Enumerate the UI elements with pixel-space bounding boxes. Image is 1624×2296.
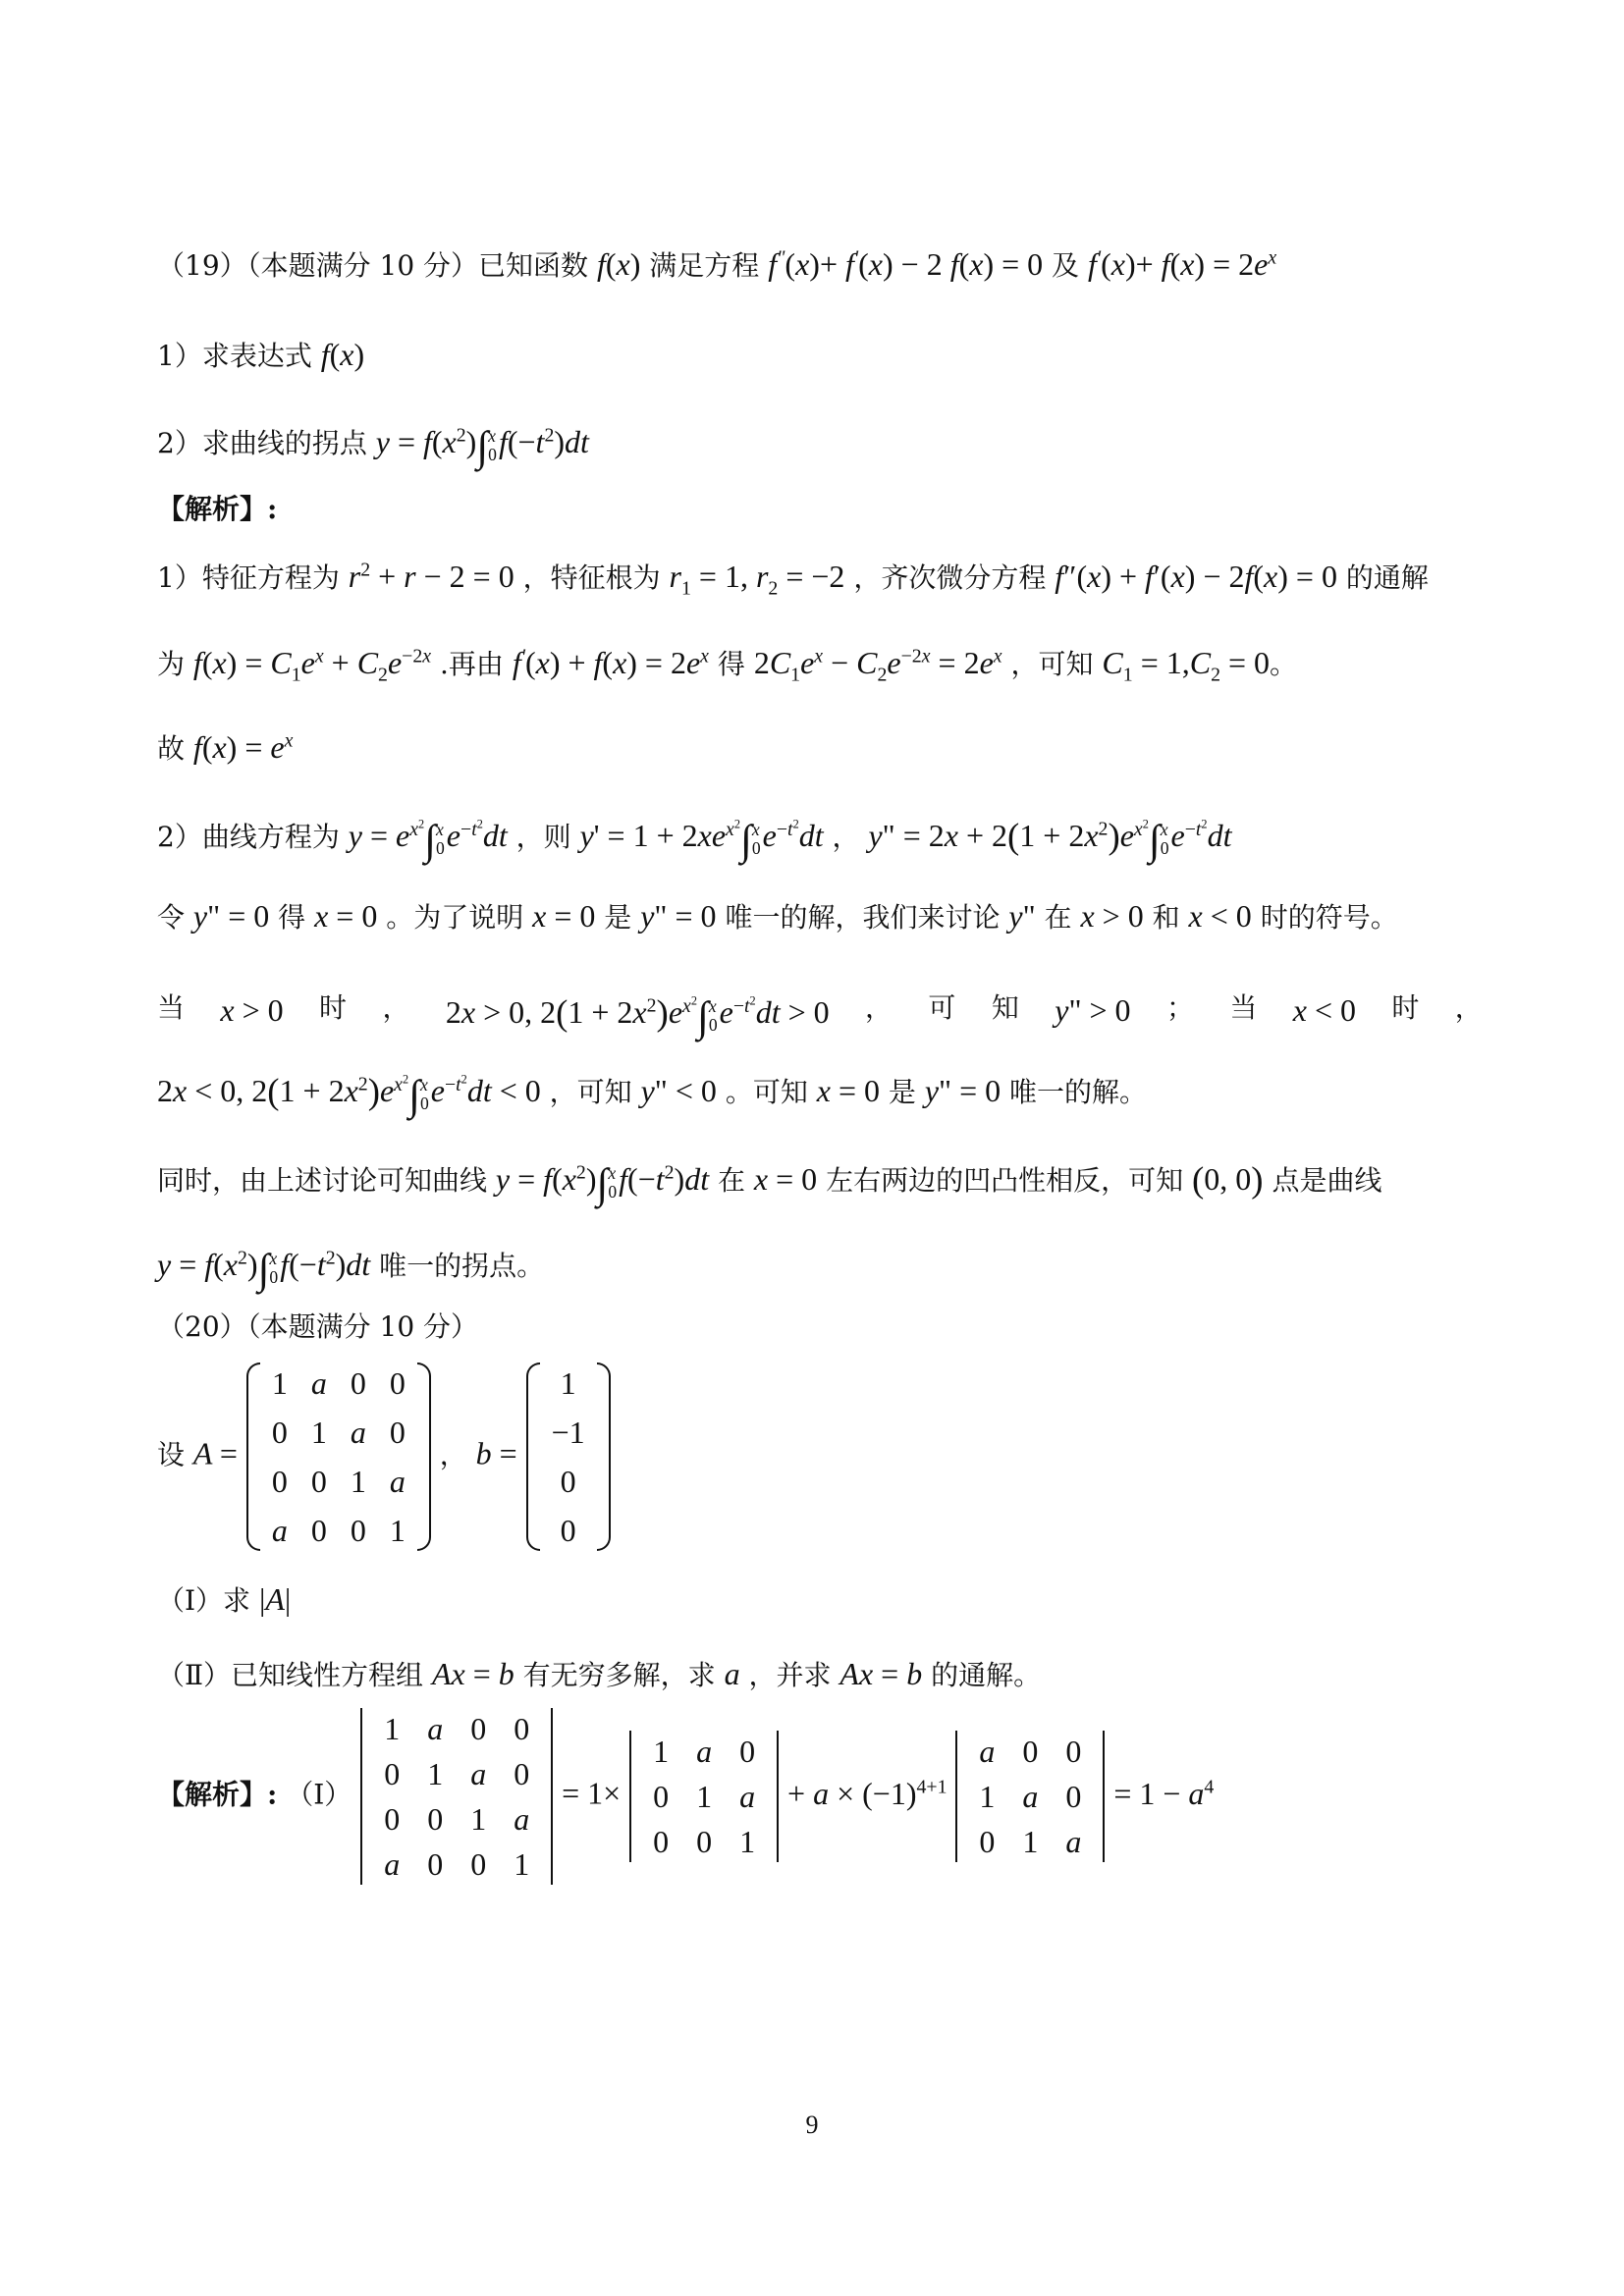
matrix-A: 1 a 0 0 0 1 a 0 0 0 1 a a 0 0 1 — [246, 1359, 431, 1555]
math: $y = f(x^2)\int$ x 0 $f(-t^2)dt$ — [375, 424, 589, 470]
text: 时 — [319, 991, 348, 1024]
math: = 1× — [562, 1775, 622, 1811]
text: 令 — [157, 901, 186, 934]
math: $f(x) = C_1e^x + C_2e^{-2x}$ — [192, 645, 432, 686]
math: y" = 0 — [924, 1073, 1001, 1109]
math: A = — [192, 1435, 238, 1471]
text: 满足方程 — [649, 249, 760, 282]
text: 的通解 — [1345, 561, 1429, 594]
text: （Ⅰ）求 — [157, 1584, 251, 1617]
text: 故 — [157, 732, 186, 765]
q19-s7 — [157, 1070, 1147, 1122]
text: ，则 — [515, 821, 571, 854]
text: 是 — [888, 1076, 916, 1109]
math: b = — [475, 1435, 517, 1471]
math: Ax = b — [839, 1656, 923, 1691]
math: y" > 0 — [1055, 992, 1131, 1028]
q19-s2: 为 $f(x) = C_1e^x + C_2e^{-2x}$ .再由 $f'(x) + f(x) = 2e^x$ 得 $2C_1e^x - C_2e^{-2x} = 2e^x$ ，可知 $C_1 = 1,C_2 = 0$。 — [157, 645, 1298, 686]
text: ， — [382, 991, 410, 1024]
math: $y' = 1 + 2xe^{x^2}\int$ x 0 $e^{-t^2}dt$ — [579, 816, 824, 864]
q19-s4 — [157, 815, 1231, 867]
math: a — [724, 1656, 740, 1691]
text: （Ⅱ）已知线性方程组 — [157, 1659, 424, 1691]
math: $f'(x)+ f(x) = 2e^x$ — [1087, 246, 1277, 282]
q19-s5 — [157, 897, 1398, 934]
text: 得 — [278, 901, 306, 934]
text: 设 — [157, 1438, 186, 1471]
text: ，特征根为 — [522, 561, 661, 594]
math: $f'(x) + f(x) = 2e^x$ — [512, 645, 709, 680]
math: $C_1 = 1,C_2 = 0$ — [1102, 645, 1271, 686]
q20-part1 — [157, 1580, 291, 1618]
text: 唯一的解。 — [1009, 1076, 1148, 1109]
text: ， — [832, 821, 860, 854]
q19-part2 — [157, 422, 589, 473]
math: f(x) — [320, 337, 365, 372]
text: ， — [439, 1438, 467, 1471]
text: 左右两边的凹凸性相反，可知 — [826, 1164, 1184, 1198]
math: $y = f(x^2)\int$ x 0 $f(-t^2)dt$ — [157, 1247, 371, 1293]
math: f"(x)+ f'(x) − 2 f(x) = 0 — [768, 246, 1044, 282]
text: 2）求曲线的拐点 — [157, 427, 367, 460]
text: 为 — [157, 648, 186, 680]
text: 唯一的解，我们来讨论 — [725, 901, 1001, 934]
q19-s8 — [157, 1158, 1381, 1210]
text: 时的符号。 — [1260, 901, 1398, 934]
text: 和 — [1152, 901, 1180, 934]
determinant-3x3-second: a 0 0 1 a 0 0 1 a — [955, 1729, 1105, 1864]
math: y" = 0 — [192, 898, 270, 934]
q20-solution-label: 【解析】: — [157, 1778, 278, 1811]
math: y" = 0 — [640, 898, 717, 934]
text: 可 — [928, 991, 956, 1024]
text: 点是曲线 — [1272, 1164, 1382, 1198]
page-number: 9 — [805, 2110, 819, 2139]
text: 当 — [157, 991, 186, 1024]
math: f(x) — [596, 246, 641, 282]
math: x < 0 — [1188, 898, 1252, 934]
q19-part1 — [157, 336, 364, 373]
q19-s9 — [157, 1245, 544, 1296]
q19-s6 — [157, 991, 1483, 1043]
q20-part2 — [157, 1655, 1041, 1692]
q20-matrices — [157, 1359, 611, 1555]
text: 唯一的拐点。 — [379, 1250, 545, 1283]
math: y" — [1008, 898, 1036, 934]
math: x = 0 — [532, 898, 596, 934]
math: 2x < 0, $2(1 + 2x^2)e^{x^2}\int$ x 0 $e^{-t^2}dt < 0$ — [157, 1071, 541, 1119]
math: $r^2 + r - 2 = 0$ — [348, 559, 514, 594]
vector-b: 1 −1 0 0 — [526, 1359, 611, 1555]
text: 在 — [1044, 901, 1072, 934]
determinant-3x3-first: 1 a 0 0 1 a 0 0 1 — [629, 1729, 779, 1864]
q19-solution-label: 【解析】: — [157, 493, 278, 525]
text: 。为了说明 — [386, 901, 524, 934]
math: Ax = b — [431, 1656, 514, 1691]
text: 2）曲线方程为 — [157, 821, 340, 854]
q19-s1 — [157, 558, 1429, 600]
text: 及 — [1052, 249, 1080, 282]
text: ， — [1454, 991, 1483, 1024]
determinant-4x4: 1 a 0 0 0 1 a 0 0 0 1 a a 0 0 1 — [360, 1706, 553, 1887]
text: ， — [865, 991, 893, 1024]
text: ，并求 — [748, 1659, 832, 1691]
math: $y = e^{x^2}\int$ x 0 $e^{-t^2}dt$ — [348, 816, 508, 864]
text: .再由 — [440, 648, 504, 680]
q20-header: （20）（本题满分 10 分） — [157, 1310, 479, 1343]
math: x > 0 — [220, 992, 284, 1028]
math: $2C_1e^x - C_2e^{-2x} = 2e^x$ — [753, 645, 1002, 686]
math: $r_1 = 1$, $r_2 = -2$ — [669, 559, 845, 600]
text: ，齐次微分方程 — [853, 561, 1047, 594]
q19-s3 — [157, 728, 293, 766]
math: x < 0 — [1292, 992, 1356, 1028]
text: 1）求表达式 — [157, 340, 312, 372]
math: x = 0 — [753, 1161, 818, 1198]
math: x = 0 — [314, 898, 378, 934]
math: $f(x) = e^x$ — [192, 729, 294, 765]
text: 有无穷多解，求 — [522, 1659, 716, 1691]
text: 同时，由上述讨论可知曲线 — [157, 1164, 488, 1198]
q20-solution — [157, 1706, 1214, 1887]
text: 是 — [604, 901, 632, 934]
text: ，可知 — [1010, 648, 1094, 680]
text: 的通解。 — [931, 1659, 1042, 1691]
math: |A| — [258, 1581, 292, 1617]
text: （Ⅰ） — [286, 1778, 352, 1811]
text: 1）特征方程为 — [157, 561, 340, 594]
math: x > 0 — [1080, 898, 1144, 934]
math: 2x > 0, $2(1 + 2x^2)e^{x^2}\int$ x 0 $e^{-t^2}dt > 0$ — [445, 992, 830, 1041]
math: $y = f(x^2)\int$ x 0 $f(-t^2)dt$ — [495, 1160, 710, 1207]
math: f″(x) + f′(x) − 2f(x) = 0 — [1055, 559, 1337, 594]
math: y" = $2x + 2(1 + 2x^2)e^{x^2}\int$ x 0 $e^{-t^2}dt$ — [868, 816, 1232, 864]
math: (0, 0) — [1192, 1159, 1264, 1200]
math: x = 0 — [816, 1073, 880, 1109]
math: y" < 0 — [640, 1073, 717, 1109]
text: ； — [1165, 991, 1194, 1024]
text: 知 — [991, 991, 1019, 1024]
text: ，可知 — [549, 1076, 632, 1109]
math: = $1 - a^4$ — [1113, 1775, 1215, 1811]
text: 在 — [718, 1164, 746, 1198]
text: 时 — [1391, 991, 1420, 1024]
text: 得 — [717, 648, 745, 680]
text: 。可知 — [725, 1076, 808, 1109]
math: + $a \times (-1)^{4+1}$ — [787, 1775, 947, 1811]
q19-header: （19）（本题满分 10 分）已知函数 — [157, 249, 589, 282]
text: 当 — [1229, 991, 1258, 1024]
q19-header-line — [157, 245, 1276, 283]
